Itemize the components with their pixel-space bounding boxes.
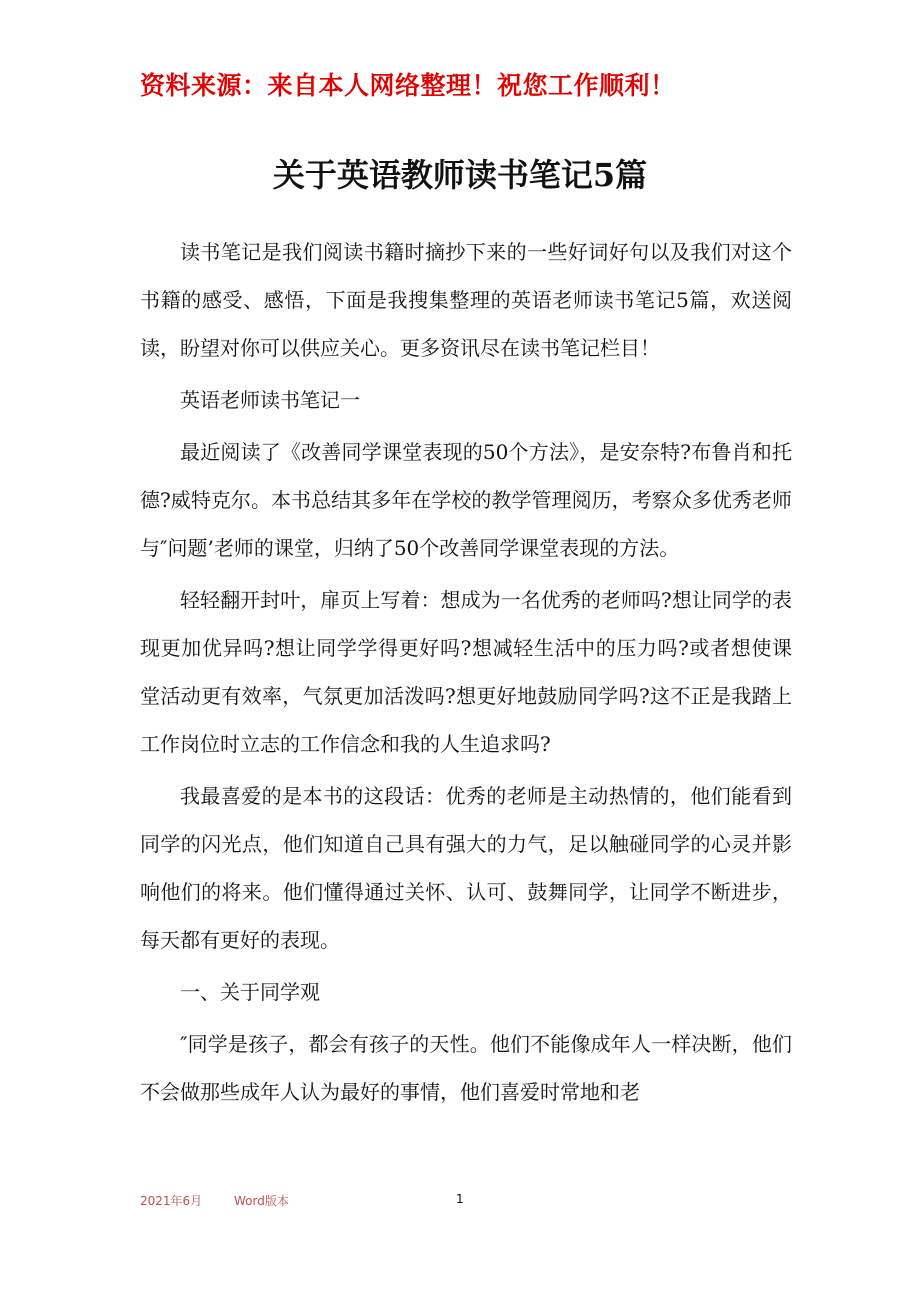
page-number: 1 xyxy=(456,1192,464,1206)
document-title: 关于英语教师读书笔记5篇 xyxy=(272,156,648,194)
paragraph-book: 最近阅读了《改善同学课堂表现的50个方法》，是安奈特?布鲁肖和托德?威特克尔。本书总结其多年在学校的教学管理阅历，考察众多优秀老师与″问题’老师的课堂，归纳了50个改善同学课堂表现的方法。 xyxy=(140,440,792,560)
paragraph-student-view: ″同学是孩子，都会有孩子的天性。他们不能像成年人一样决断，他们不会做那些成年人认为最好的事情，他们喜爱时常地和老 xyxy=(140,1032,792,1104)
document-body xyxy=(140,228,792,1116)
section-heading-note-one: 英语老师读书笔记一 xyxy=(180,388,360,412)
section-heading-student-view: 一、关于同学观 xyxy=(180,980,320,1004)
footer-version: Word版本 xyxy=(234,1194,289,1208)
paragraph-favorite-quote: 我最喜爱的是本书的这段话：优秀的老师是主动热情的，他们能看到同学的闪光点，他们知道自己具有强大的力气，足以触碰同学的心灵并影响他们的将来。他们懂得通过关怀、认可、鼓舞同学，让同学不断进步，每天都有更好的表现。 xyxy=(140,784,792,952)
footer-date: 2021年6月 xyxy=(140,1194,203,1208)
paragraph-flyleaf: 轻轻翻开封叶，扉页上写着：想成为一名优秀的老师吗?想让同学的表现更加优异吗?想让同学学得更好吗?想减轻生活中的压力吗?或者想使课堂活动更有效率，气氛更加活泼吗?想更好地鼓励同学吗?这不正是我踏上工作岗位时立志的工作信念和我的人生追求吗? xyxy=(140,588,792,756)
paragraph-intro: 读书笔记是我们阅读书籍时摘抄下来的一些好词好句以及我们对这个书籍的感受、感悟，下面是我搜集整理的英语老师读书笔记5篇，欢送阅读，盼望对你可以供应关心。更多资讯尽在读书笔记栏目！ xyxy=(140,240,792,360)
source-banner: 资料来源：来自本人网络整理！祝您工作顺利！ xyxy=(140,71,676,100)
